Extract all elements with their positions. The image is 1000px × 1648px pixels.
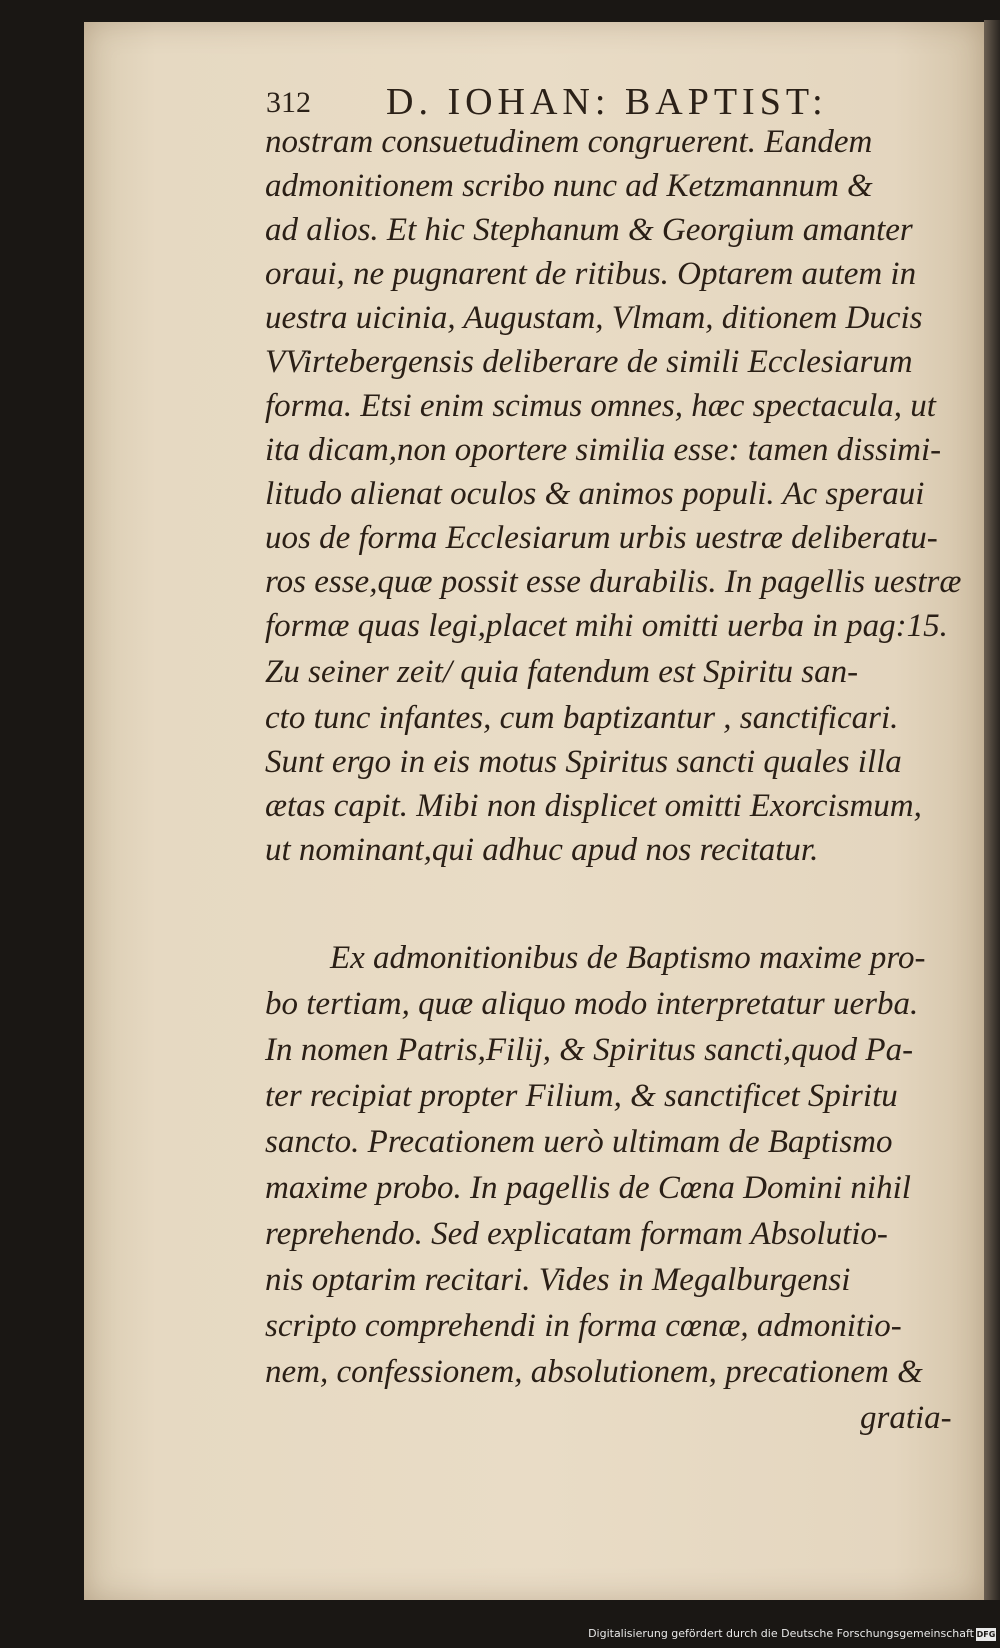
text-line: forma. Etsi enim scimus omnes, hæc spectacula, ut [265, 388, 936, 424]
text-line: bo tertiam, quæ aliquo modo interpretatur uerba. [265, 986, 919, 1022]
footer-bar [0, 1612, 1000, 1648]
text-line: uos de forma Ecclesiarum urbis uestræ deliberatu- [265, 520, 938, 556]
text-line: formæ quas legi,placet mihi omitti uerba in pag:15. [265, 608, 948, 644]
dfg-logo: DFG [976, 1630, 996, 1639]
text-line: ut nominant,qui adhuc apud nos recitatur. [265, 832, 819, 868]
text-line: VVirtebergensis deliberare de simili Ecclesiarum [265, 344, 913, 380]
page-edge [984, 20, 1000, 1600]
footer-credit: Digitalisierung gefördert durch die Deutsche Forschungsgemeinschaft [588, 1627, 974, 1640]
catchword: gratia- [860, 1400, 952, 1436]
text-line: ita dicam,non oportere similia esse: tamen dissimi- [265, 432, 942, 468]
text-line: ætas capit. Mibi non displicet omitti Exorcismum, [265, 788, 922, 824]
text-line: In nomen Patris,Filij, & Spiritus sancti,quod Pa- [265, 1032, 914, 1068]
text-line: reprehendo. Sed explicatam formam Absolutio- [265, 1216, 888, 1252]
text-line: cto tunc infantes, cum baptizantur , sanctificari. [265, 700, 899, 736]
text-line: nis optarim recitari. Vides in Megalburgensi [265, 1262, 851, 1298]
text-line: oraui, ne pugnarent de ritibus. Optarem autem in [265, 256, 917, 292]
text-line: uestra uicinia, Augustam, Vlmam, ditionem Ducis [265, 300, 923, 336]
text-line: nem, confessionem, absolutionem, precationem & [265, 1354, 923, 1390]
text-line: Ex admonitionibus de Baptismo maxime pro- [330, 940, 926, 976]
text-line: maxime probo. In pagellis de Cœna Domini nihil [265, 1170, 911, 1206]
text-line: nostram consuetudinem congruerent. Eandem [265, 124, 873, 160]
running-head: D. IOHAN: BAPTIST: [386, 81, 828, 123]
page-number: 312 [266, 86, 311, 119]
text-line: ad alios. Et hic Stephanum & Georgium amanter [265, 212, 913, 248]
text-line: ter recipiat propter Filium, & sanctificet Spiritu [265, 1078, 898, 1114]
text-line: litudo alienat oculos & animos populi. Ac speraui [265, 476, 925, 512]
text-line: sancto. Precationem uerò ultimam de Baptismo [265, 1124, 893, 1160]
text-line: scripto comprehendi in forma cœnæ, admonitio- [265, 1308, 902, 1344]
text-line: admonitionem scribo nunc ad Ketzmannum & [265, 168, 873, 204]
text-line: ros esse,quæ possit esse durabilis. In pagellis uestræ [265, 564, 962, 600]
text-line: Zu seiner zeit/ quia fatendum est Spiritu san- [265, 654, 859, 690]
text-line: Sunt ergo in eis motus Spiritus sancti quales illa [265, 744, 902, 780]
